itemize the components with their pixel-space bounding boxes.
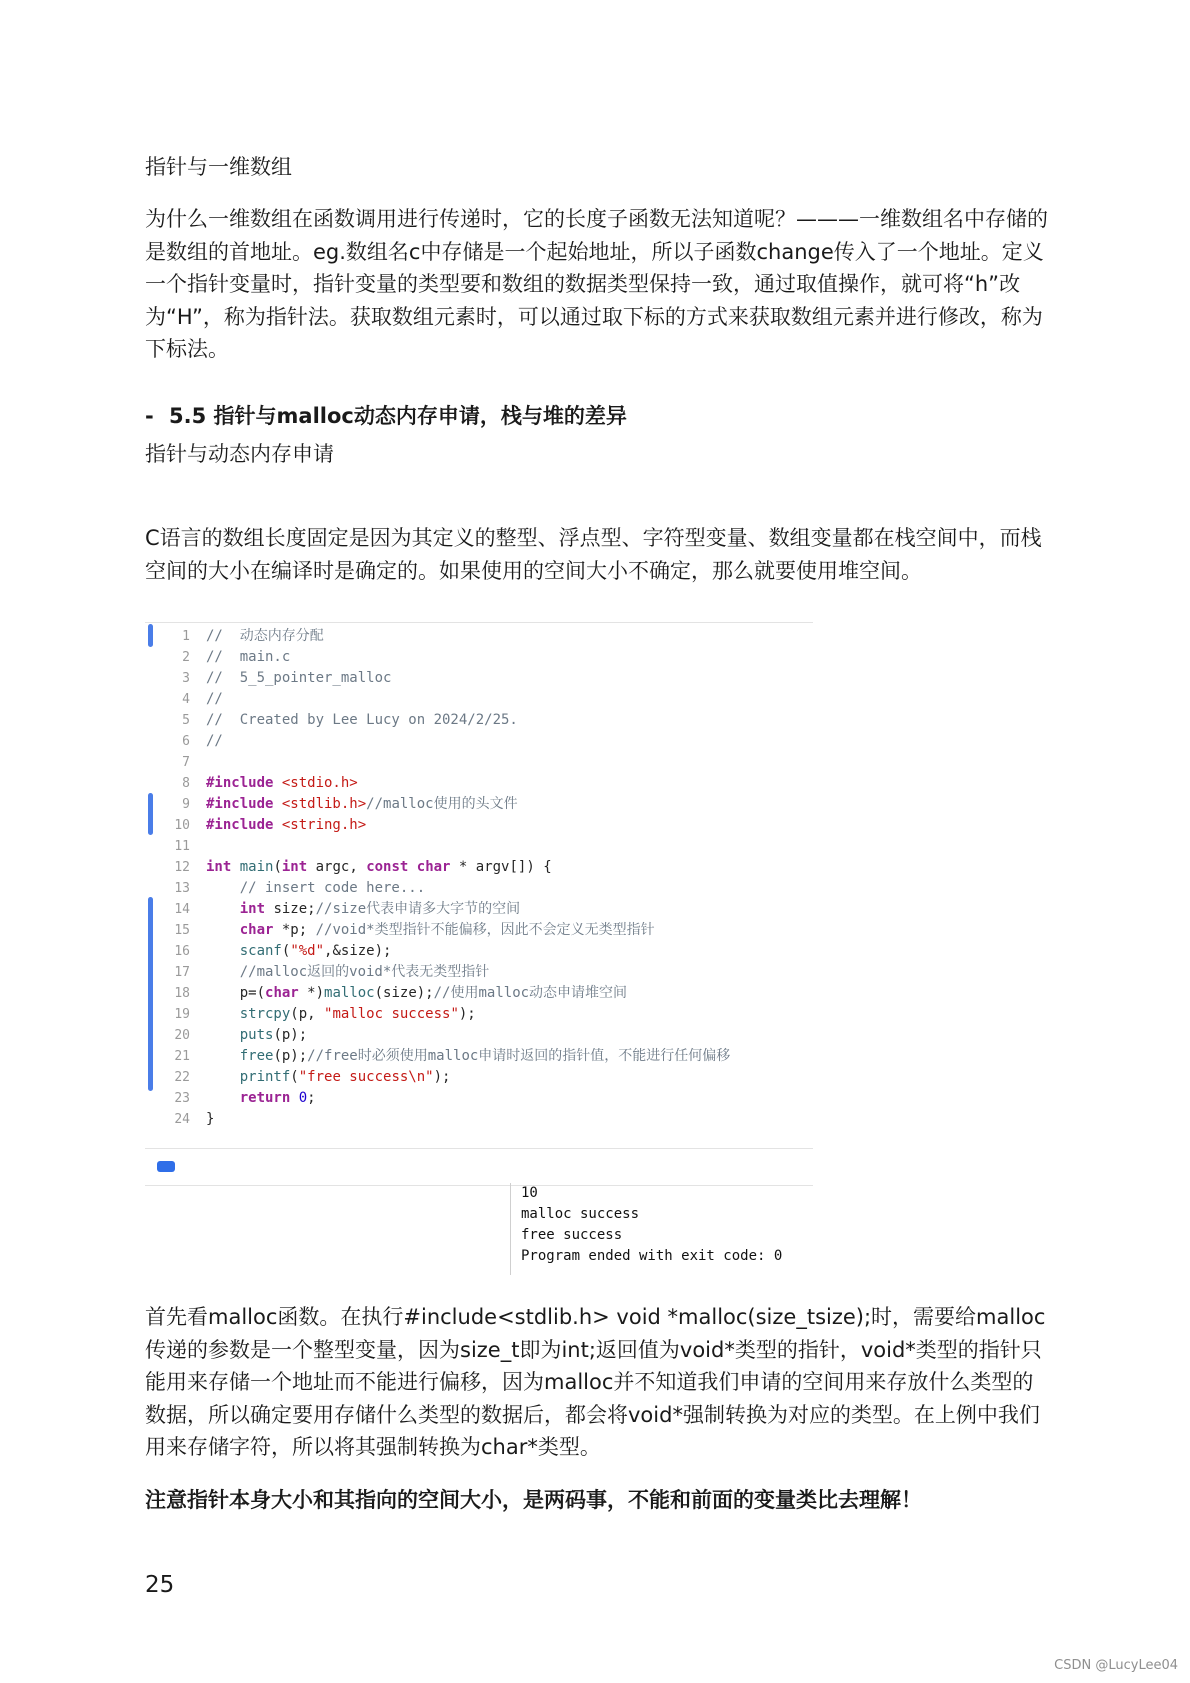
code-text <box>206 1004 476 1025</box>
code-text <box>206 710 518 731</box>
line-number: 19 <box>174 1007 190 1022</box>
line-number: 9 <box>182 797 190 812</box>
code-token: printf <box>239 1069 291 1085</box>
code-token: #include <box>206 796 282 812</box>
code-line <box>145 1088 813 1109</box>
code-token <box>206 901 240 917</box>
console-line: Program ended with exit code: 0 <box>521 1248 783 1264</box>
code-token <box>206 1027 240 1043</box>
code-line <box>145 710 813 731</box>
code-line <box>145 836 813 857</box>
code-token <box>290 1090 298 1106</box>
code-token: <string.h> <box>281 817 367 833</box>
code-line <box>145 794 813 815</box>
code-line <box>145 1109 813 1130</box>
line-number: 21 <box>174 1049 190 1064</box>
code-token: return <box>239 1090 291 1106</box>
code-line <box>145 689 813 710</box>
code-token: (size); <box>374 985 434 1001</box>
debug-bar <box>145 1148 813 1186</box>
code-token: char <box>265 985 299 1001</box>
code-token: free <box>239 1048 274 1064</box>
line-number: 5 <box>182 713 190 728</box>
code-line <box>145 815 813 836</box>
page-number: 25 <box>145 1572 175 1598</box>
code-text <box>206 689 223 710</box>
code-token: } <box>206 1111 215 1127</box>
code-token <box>206 1090 240 1106</box>
code-token <box>206 1069 240 1085</box>
code-token: ,&size); <box>324 943 392 959</box>
code-token <box>206 1048 240 1064</box>
code-text <box>206 647 290 668</box>
line-number: 8 <box>182 776 190 791</box>
code-text <box>206 878 425 899</box>
code-text <box>206 899 520 920</box>
code-token: p=( <box>206 985 266 1001</box>
line-number: 14 <box>174 902 190 917</box>
line-number: 1 <box>182 629 190 644</box>
code-line <box>145 1046 813 1067</box>
breakpoint-toggle-icon[interactable] <box>157 1161 175 1172</box>
code-text <box>206 794 518 815</box>
section-heading-5-5 <box>145 400 627 432</box>
code-text <box>206 962 489 983</box>
code-token: "free success\n" <box>298 1069 434 1085</box>
line-number: 20 <box>174 1028 190 1043</box>
line-number: 17 <box>174 965 190 980</box>
code-token: <stdio.h> <box>281 775 358 791</box>
code-token: // 5_5_pointer_malloc <box>206 670 392 686</box>
line-number: 2 <box>182 650 190 665</box>
code-token: // Created by Lee Lucy on 2024/2/25. <box>206 712 518 728</box>
code-token: // <box>206 691 223 707</box>
code-text <box>206 815 366 836</box>
code-token: ( <box>290 1069 299 1085</box>
line-number: 24 <box>174 1112 190 1127</box>
code-line <box>145 983 813 1004</box>
paragraph-pointer-array: 为什么一维数组在函数调用进行传递时，它的长度子函数无法知道呢？———一维数组名中存储的是数组的首地址。eg.数组名c中存储是一个起始地址，所以子函数change传入了一个地址。定义一个指针变量时，指针变量的类型要和数组的数据类型保持一致，通过取值操作，就可将“h”改为“H”，称为指针法。获取数组元素时，可以通过取下标的方式来获取数组元素并进行修改，称为下标法。 <box>145 207 1048 361</box>
code-token: const char <box>366 859 451 875</box>
code-token: * argv[]) { <box>450 859 552 875</box>
code-token: #include <box>206 817 282 833</box>
code-token: int <box>239 901 266 917</box>
code-token <box>206 943 240 959</box>
code-token: strcpy <box>239 1006 291 1022</box>
line-number: 15 <box>174 923 190 938</box>
code-lines <box>145 626 813 1130</box>
code-line <box>145 626 813 647</box>
line-number: 11 <box>174 839 190 854</box>
console-output <box>510 1183 814 1275</box>
code-token: // insert code here... <box>206 880 426 896</box>
section-title-pointer-array: 指针与一维数组 <box>145 155 292 179</box>
code-token <box>206 922 240 938</box>
code-text <box>206 920 655 941</box>
code-line <box>145 857 813 878</box>
code-token: argc, <box>307 859 367 875</box>
code-token: (p); <box>273 1048 308 1064</box>
code-text <box>206 1109 214 1130</box>
code-text <box>206 668 391 689</box>
line-number: 3 <box>182 671 190 686</box>
code-token: *p; <box>273 922 316 938</box>
subtitle-dynamic-memory: 指针与动态内存申请 <box>145 442 334 466</box>
code-text <box>206 857 552 878</box>
code-line <box>145 1025 813 1046</box>
code-token: //malloc使用的头文件 <box>366 796 518 812</box>
code-text <box>206 731 223 752</box>
line-number: 4 <box>182 692 190 707</box>
code-line <box>145 1067 813 1088</box>
line-number: 13 <box>174 881 190 896</box>
note-pointer-size: 注意指针本身大小和其指向的空间大小，是两码事，不能和前面的变量类比去理解！ <box>145 1488 922 1512</box>
code-line <box>145 878 813 899</box>
code-text <box>206 773 358 794</box>
code-token: //void*类型指针不能偏移，因此不会定义无类型指针 <box>315 922 655 938</box>
code-token: *) <box>298 985 325 1001</box>
line-number: 23 <box>174 1091 190 1106</box>
code-token: int <box>281 859 308 875</box>
code-token: //size代表申请多大字节的空间 <box>315 901 521 917</box>
paragraph-malloc-explanation: 首先看malloc函数。在执行#include<stdlib.h> void *malloc(size_tsize);时，需要给malloc传递的参数是一个整型变量，因为size_t即为int;返回值为void*类型的指针，void*类型的指针只能用来存储一个地址而不能进行偏移，因为malloc并不知道我们申请的空间用来存放什么类型的数据，所以确定要用存储什么类型的数据后，都会将void*强制转换为对应的类型。在上例中我们用来存储字符，所以将其强制转换为char*类型。 <box>145 1305 1046 1459</box>
code-token: 0 <box>298 1090 308 1106</box>
line-number: 6 <box>182 734 190 749</box>
code-token: ); <box>458 1006 476 1022</box>
code-line <box>145 899 813 920</box>
code-text <box>206 626 324 647</box>
code-editor <box>145 622 813 1152</box>
code-token: "malloc success" <box>324 1006 459 1022</box>
line-number: 10 <box>174 818 190 833</box>
watermark: CSDN @LucyLee04 <box>1054 1658 1178 1673</box>
code-text <box>206 1046 730 1067</box>
code-token: ( <box>273 859 282 875</box>
code-token: (p, <box>290 1006 325 1022</box>
code-token: //malloc返回的void*代表无类型指针 <box>206 964 490 980</box>
code-token: (p); <box>273 1027 308 1043</box>
console-line: 10 <box>521 1185 538 1201</box>
code-token: // <box>206 733 223 749</box>
code-token: // 动态内存分配 <box>206 628 324 644</box>
code-line <box>145 731 813 752</box>
line-number: 7 <box>182 755 190 770</box>
line-number: 12 <box>174 860 190 875</box>
code-line <box>145 920 813 941</box>
heading-text: 5.5 指针与malloc动态内存申请，栈与堆的差异 <box>169 404 627 428</box>
code-line <box>145 752 813 773</box>
code-token: ( <box>281 943 291 959</box>
line-number: 22 <box>174 1070 190 1085</box>
paragraph-stack-heap: C语言的数组长度固定是因为其定义的整型、浮点型、字符型变量、数组变量都在栈空间中，而栈空间的大小在编译时是确定的。如果使用的空间大小不确定，那么就要使用堆空间。 <box>145 526 1042 583</box>
code-token: puts <box>239 1027 274 1043</box>
code-text <box>206 1067 450 1088</box>
code-token: // main.c <box>206 649 291 665</box>
console-line: free success <box>521 1227 623 1243</box>
line-number: 18 <box>174 986 190 1001</box>
code-line <box>145 773 813 794</box>
code-text <box>206 1088 316 1109</box>
code-token: ); <box>433 1069 451 1085</box>
code-top-border <box>145 622 813 623</box>
line-number: 16 <box>174 944 190 959</box>
code-token: scanf <box>239 943 282 959</box>
code-token: malloc <box>324 985 375 1001</box>
code-text <box>206 1025 307 1046</box>
code-text <box>206 983 627 1004</box>
code-token: "%d" <box>290 943 325 959</box>
code-line <box>145 668 813 689</box>
code-token: //free时必须使用malloc申请时返回的指针值，不能进行任何偏移 <box>307 1048 731 1064</box>
code-token: char <box>239 922 274 938</box>
code-text <box>206 941 391 962</box>
heading-dash: - <box>145 404 154 428</box>
code-token: #include <box>206 775 282 791</box>
code-line <box>145 941 813 962</box>
code-line <box>145 647 813 668</box>
code-token: size; <box>265 901 316 917</box>
code-line <box>145 1004 813 1025</box>
code-token: ; <box>307 1090 316 1106</box>
code-token: //使用malloc动态申请堆空间 <box>433 985 628 1001</box>
console-line: malloc success <box>521 1206 640 1222</box>
code-token: <stdlib.h> <box>281 796 367 812</box>
code-token: main <box>239 859 274 875</box>
code-line <box>145 962 813 983</box>
code-token: int <box>206 859 240 875</box>
code-token <box>206 1006 240 1022</box>
